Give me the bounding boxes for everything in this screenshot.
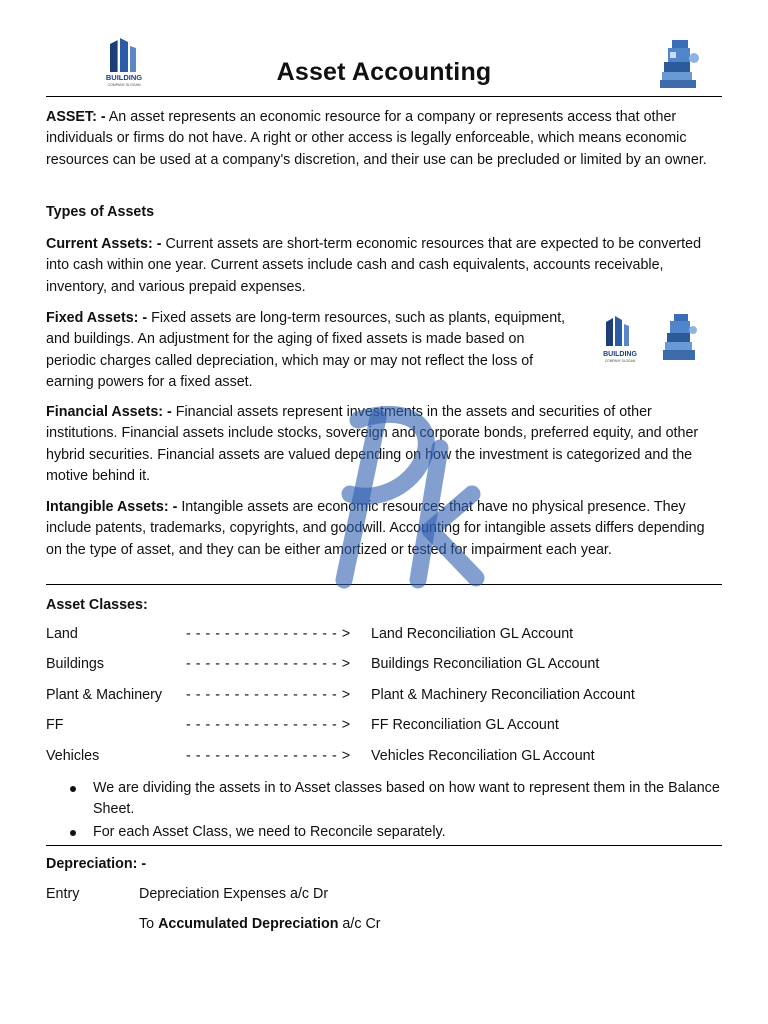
financial-label: Financial Assets: - (46, 404, 172, 420)
bullet-text: We are dividing the assets in to Asset classes based on how want to represent them in the Balance Sheet. (93, 780, 720, 818)
machinery-icon (658, 38, 702, 90)
fixed-label: Fixed Assets: - (46, 310, 148, 326)
entry-debit-line: Depreciation Expenses a/c Dr (139, 886, 329, 902)
dashed-arrow: - - - - - - - - - - - - - - - - > (186, 687, 351, 703)
current-text: Current assets are short-term economic resources that are expected to be converted into cash within one year. Current assets include cash and cash equivalents, accounts receivable, inventory, and various prepaid expenses. (46, 236, 702, 295)
gl-account: Land Reconciliation GL Account (371, 626, 574, 642)
asset-text: An asset represents an economic resource for a company or represents access that other individuals or firms do not have. A right or other access is legally enforceable, which means economic resources can be used at a company's discretion, and their use can be precluded or limited by an owner. (46, 109, 707, 168)
asset-classes-heading: Asset Classes: (46, 597, 148, 613)
asset-class-name: Land (46, 626, 78, 642)
types-heading: Types of Assets (46, 204, 155, 220)
bullet-icon (70, 830, 76, 836)
machinery-icon (663, 314, 697, 360)
intangible-text: Intangible assets are economic resources that have no physical presence. They include patents, trademarks, copyrights, and goodwill. Accounting for intangible assets differs depending on the type of asset, and they can be either amortized or tested for impairment each year. (46, 499, 705, 558)
asset-class-name: Vehicles (46, 748, 100, 764)
gl-account: FF Reconciliation GL Account (371, 717, 559, 733)
credit-account: Accumulated Depreciation (158, 916, 339, 932)
logo-subtext: COMPANY SLOGAN (107, 83, 141, 87)
fixed-text: Fixed assets are long-term resources, such as plants, equipment, and buildings. An adjustment for the aging of fixed assets is made based on periodic charges called depreciation, which may or may not reflect the loss of earning powers for a fixed asset. (46, 310, 566, 391)
asset-class-name: Plant & Machinery (46, 687, 163, 703)
bullet-text: For each Asset Class, we need to Reconcile separately. (93, 823, 446, 840)
gl-account: Buildings Reconciliation GL Account (371, 656, 600, 672)
gl-account: Vehicles Reconciliation GL Account (371, 748, 595, 764)
building-logo-icon (603, 316, 637, 363)
fixed-assets (46, 308, 578, 394)
intangible-assets (46, 497, 724, 561)
fixed-assets-images (596, 312, 704, 368)
logo-text: BUILDING (603, 351, 637, 358)
logo-subtext: COMPANY SLOGAN (605, 359, 635, 363)
asset-class-row (46, 656, 722, 678)
asset-label: ASSET: - (46, 109, 106, 125)
asset-class-name: FF (46, 717, 64, 733)
notes-list (46, 778, 722, 844)
dashed-arrow: - - - - - - - - - - - - - - - - > (186, 626, 351, 642)
credit-prefix: To (139, 916, 159, 932)
entry-credit-line (139, 916, 381, 932)
list-item (46, 822, 722, 843)
asset-class-row (46, 717, 722, 739)
current-label: Current Assets: - (46, 236, 162, 252)
page-title: Asset Accounting (276, 58, 492, 86)
credit-suffix: a/c Cr (338, 916, 381, 932)
depreciation-heading: Depreciation: - (46, 856, 147, 872)
entry-label: Entry (46, 886, 80, 902)
financial-assets (46, 402, 724, 488)
dashed-arrow: - - - - - - - - - - - - - - - - > (186, 748, 351, 764)
document-header (46, 36, 722, 96)
gl-account: Plant & Machinery Reconciliation Account (371, 687, 635, 703)
bullet-icon (70, 786, 76, 792)
asset-class-row (46, 626, 722, 648)
header-divider (46, 96, 722, 97)
asset-class-row (46, 748, 722, 770)
dashed-arrow: - - - - - - - - - - - - - - - - > (186, 656, 351, 672)
logo-text: BUILDING (105, 73, 143, 82)
dashed-arrow: - - - - - - - - - - - - - - - - > (186, 717, 351, 733)
asset-definition (46, 107, 724, 171)
current-assets (46, 234, 724, 298)
list-item (46, 778, 722, 821)
asset-class-name: Buildings (46, 656, 105, 672)
intangible-label: Intangible Assets: - (46, 499, 178, 515)
entry-row (46, 886, 79, 902)
section-divider (46, 584, 722, 585)
financial-text: Financial assets represent investments in the assets and securities of other institutions. Financial assets include stocks, sovereign and corporate bonds, preferred equity, and other hybrid securities. Financial assets are valued depending on how the investment is categorized and the motive behind it. (46, 404, 699, 485)
asset-class-row (46, 687, 722, 709)
section-divider (46, 845, 722, 846)
